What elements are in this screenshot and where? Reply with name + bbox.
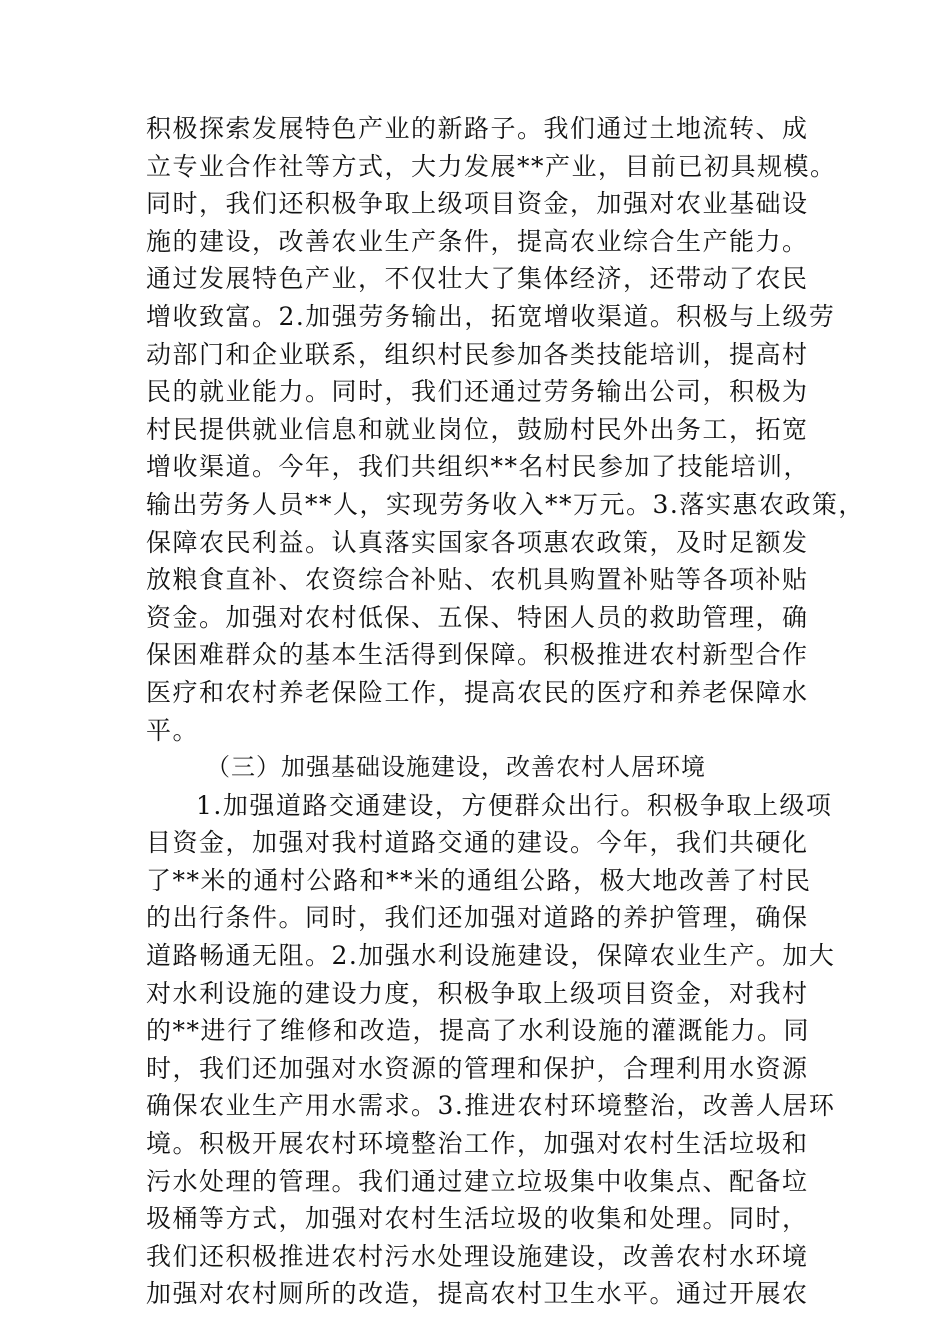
- text-line: 立专业合作社等方式，大力发展**产业，目前已初具规模。: [146, 151, 837, 181]
- text-line: 平。: [146, 715, 200, 745]
- text-line: 放粮食直补、农资综合补贴、农机具购置补贴等各项补贴: [146, 565, 809, 595]
- text-line: 的**进行了维修和改造，提高了水利设施的灌溉能力。同: [146, 1016, 811, 1046]
- text-line: 增收致富。2.加强劳务输出，拓宽增收渠道。积极与上级劳: [146, 301, 836, 331]
- text-line: 资金。加强对农村低保、五保、特困人员的救助管理，确: [146, 602, 809, 632]
- text-line: 我们还积极推进农村污水处理设施建设，改善农村水环境: [146, 1241, 809, 1271]
- text-line: 同时，我们还积极争取上级项目资金，加强对农业基础设: [146, 189, 809, 219]
- text-line: 对水利设施的建设力度，积极争取上级项目资金，对我村: [146, 978, 809, 1008]
- text-line: 保困难群众的基本生活得到保障。积极推进农村新型合作: [146, 640, 809, 670]
- text-line: 输出劳务人员**人，实现劳务收入**万元。3.落实惠农政策，: [146, 489, 865, 519]
- text-line: 民的就业能力。同时，我们还通过劳务输出公司，积极为: [146, 377, 809, 407]
- text-line: 通过发展特色产业，不仅壮大了集体经济，还带动了农民: [146, 264, 809, 294]
- text-line: 了**米的通村公路和**米的通组公路，极大地改善了村民: [146, 865, 812, 895]
- text-line: 时，我们还加强对水资源的管理和保护，合理利用水资源: [146, 1053, 809, 1083]
- section-heading: （三）加强基础设施建设，改善农村人居环境: [206, 753, 706, 782]
- document-body: [146, 110, 865, 1313]
- text-line: 确保农业生产用水需求。3.推进农村环境整治，改善人居环: [146, 1091, 836, 1121]
- text-line: 目资金，加强对我村道路交通的建设。今年，我们共硬化: [146, 828, 809, 858]
- text-line: 施的建设，改善农业生产条件，提高农业综合生产能力。: [146, 226, 809, 256]
- text-line: 污水处理的管理。我们通过建立垃圾集中收集点、配备垃: [146, 1166, 809, 1196]
- text-line: 境。积极开展农村环境整治工作，加强对农村生活垃圾和: [146, 1129, 809, 1159]
- text-line: 医疗和农村养老保险工作，提高农民的医疗和养老保障水: [146, 677, 809, 707]
- text-line: 1.加强道路交通建设，方便群众出行。积极争取上级项: [196, 790, 833, 820]
- text-line: 的出行条件。同时，我们还加强对道路的养护管理，确保: [146, 903, 809, 933]
- text-line: 村民提供就业信息和就业岗位，鼓励村民外出务工，拓宽: [146, 414, 809, 444]
- text-line: 增收渠道。今年，我们共组织**名村民参加了技能培训，: [146, 452, 811, 482]
- text-line: 动部门和企业联系，组织村民参加各类技能培训，提高村: [146, 339, 809, 369]
- text-line: 加强对农村厕所的改造，提高农村卫生水平。通过开展农: [146, 1279, 809, 1309]
- text-line: 道路畅通无阻。2.加强水利设施建设，保障农业生产。加大: [146, 941, 836, 971]
- text-line: 圾桶等方式，加强对农村生活垃圾的收集和处理。同时，: [146, 1204, 809, 1234]
- text-line: 保障农民利益。认真落实国家各项惠农政策，及时足额发: [146, 527, 809, 557]
- text-line: 积极探索发展特色产业的新路子。我们通过土地流转、成: [146, 114, 809, 143]
